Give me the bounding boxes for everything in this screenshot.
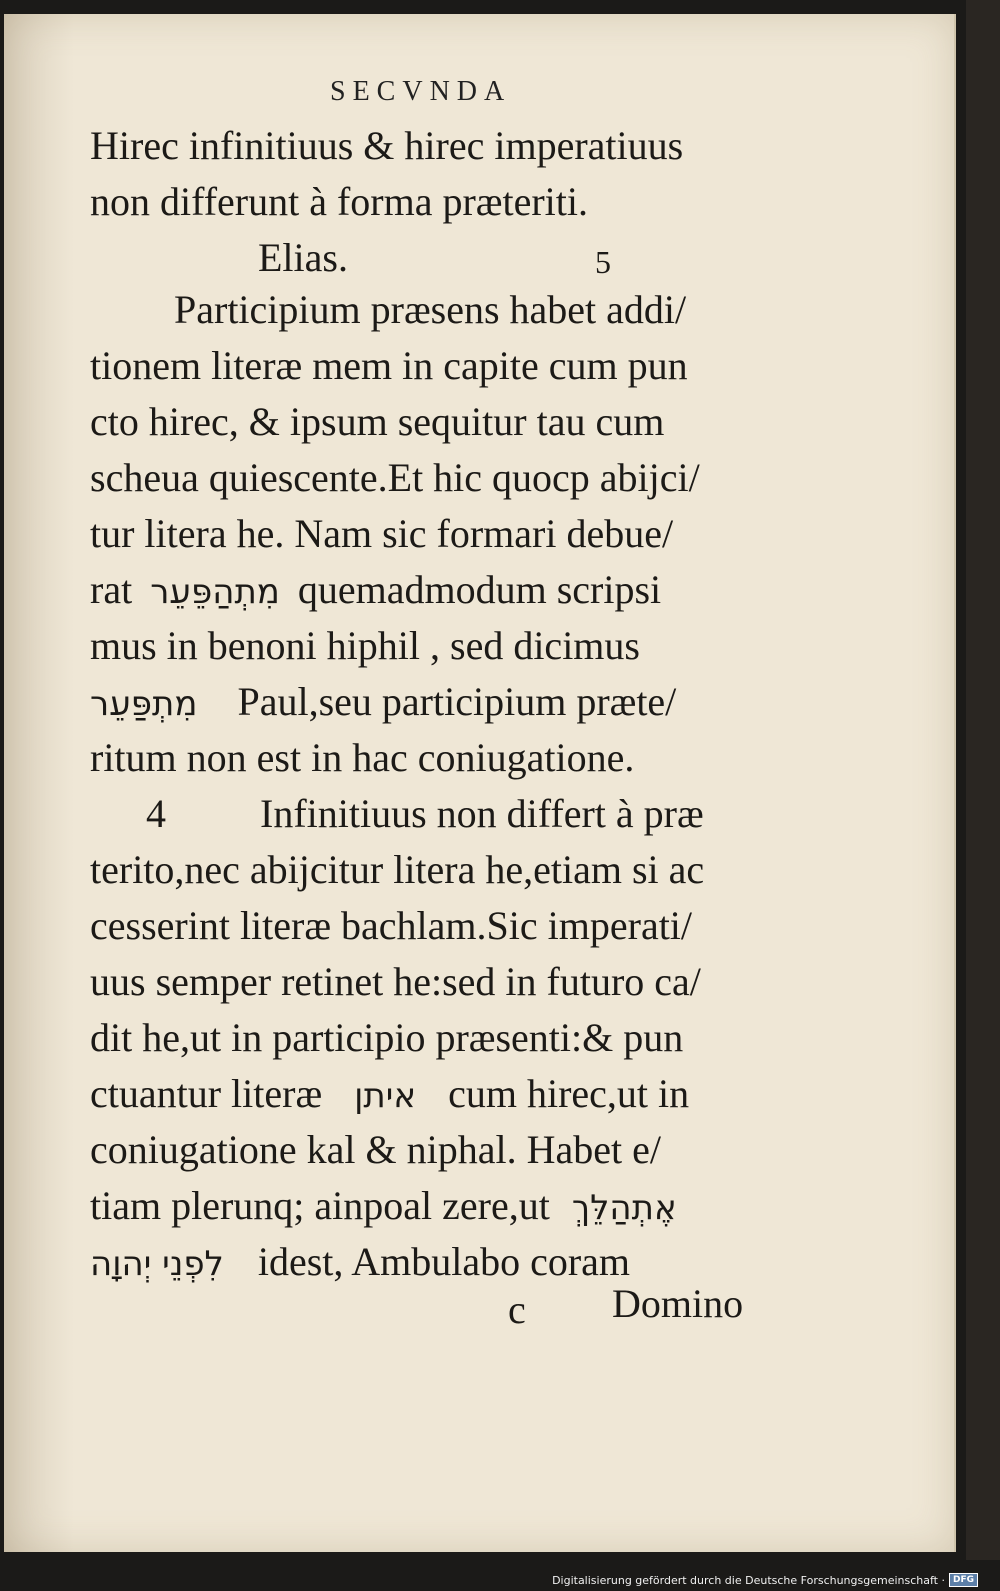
text-line: coniugatione kal & niphal. Habet e/ [90,1127,661,1172]
text-line: tur litera he. Nam sic formari debue/ [90,511,674,556]
dfg-logo: DFG [949,1573,978,1587]
text-line: ritum non est in hac coniugatione. [90,735,635,780]
text-fragment: cum hirec,ut in [448,1071,690,1116]
hebrew-phrase: לִפְנֵי יְהוָה [90,1244,224,1284]
catchword: Domino [612,1281,744,1326]
text-line: Participium præsens habet addi/ [174,287,687,332]
text-line-rat [90,562,790,618]
footer-text: Digitalisierung gefördert durch die Deutsche Forschungsgemeinschaft · [552,1573,945,1587]
page-gutter-shadow [4,14,74,1552]
hebrew-word: איתן [354,1076,417,1116]
heading-elias: Elias. [258,235,348,280]
text-line-paul [90,674,790,730]
paragraph-participium [90,282,790,1290]
text-fragment: ctuantur literæ [90,1071,323,1116]
hebrew-word: מִתְפַּעֵר [90,684,198,724]
section-number-4: 4 [146,791,166,836]
digitization-footer [552,1573,978,1587]
text-line: tionem literæ mem in capite cum pun [90,343,688,388]
text-fragment: Infinitiuus non differt à præ [260,791,704,836]
text-line: uus semper retinet he:sed in futuro ca/ [90,959,701,1004]
text-line: cto hirec, & ipsum sequitur tau cum [90,399,665,444]
text-line: non differunt à forma præteriti. [90,179,589,224]
hebrew-word: מִתְהַפֵּעֵר [150,572,280,612]
text-line: mus in benoni hiphil , sed dicimus [90,623,640,668]
text-line-tiam [90,1178,790,1234]
text-fragment: tiam plerunq; ainpoal zere,ut [90,1183,550,1228]
text-line: scheua quiescente.Et hic quocp abijci/ [90,455,700,500]
text-fragment: rat [90,567,133,612]
text-line: cesserint literæ bachlam.Sic imperati/ [90,903,693,948]
text-line: terito,nec abijcitur litera he,etiam si ac [90,847,705,892]
text-fragment: idest, Ambulabo coram [257,1239,631,1284]
text-fragment: quemadmodum scripsi [297,567,662,612]
text-line: Hirec infinitiuus & hirec imperatiuus [90,123,684,168]
hebrew-word: אֶתְהַלֵּךְ [571,1188,677,1228]
text-line-ctuantur [90,1066,790,1122]
signature-mark: c [508,1287,526,1332]
running-head: SECVNDA [330,76,512,107]
text-line: dit he,ut in participio præsenti:& pun [90,1015,684,1060]
book-edge [966,0,1000,1560]
text-fragment: Paul,seu participium præte/ [237,679,677,724]
text-block-top [90,118,790,286]
section-number-5: 5 [595,244,611,280]
text-line-infinitiuus [90,786,790,842]
